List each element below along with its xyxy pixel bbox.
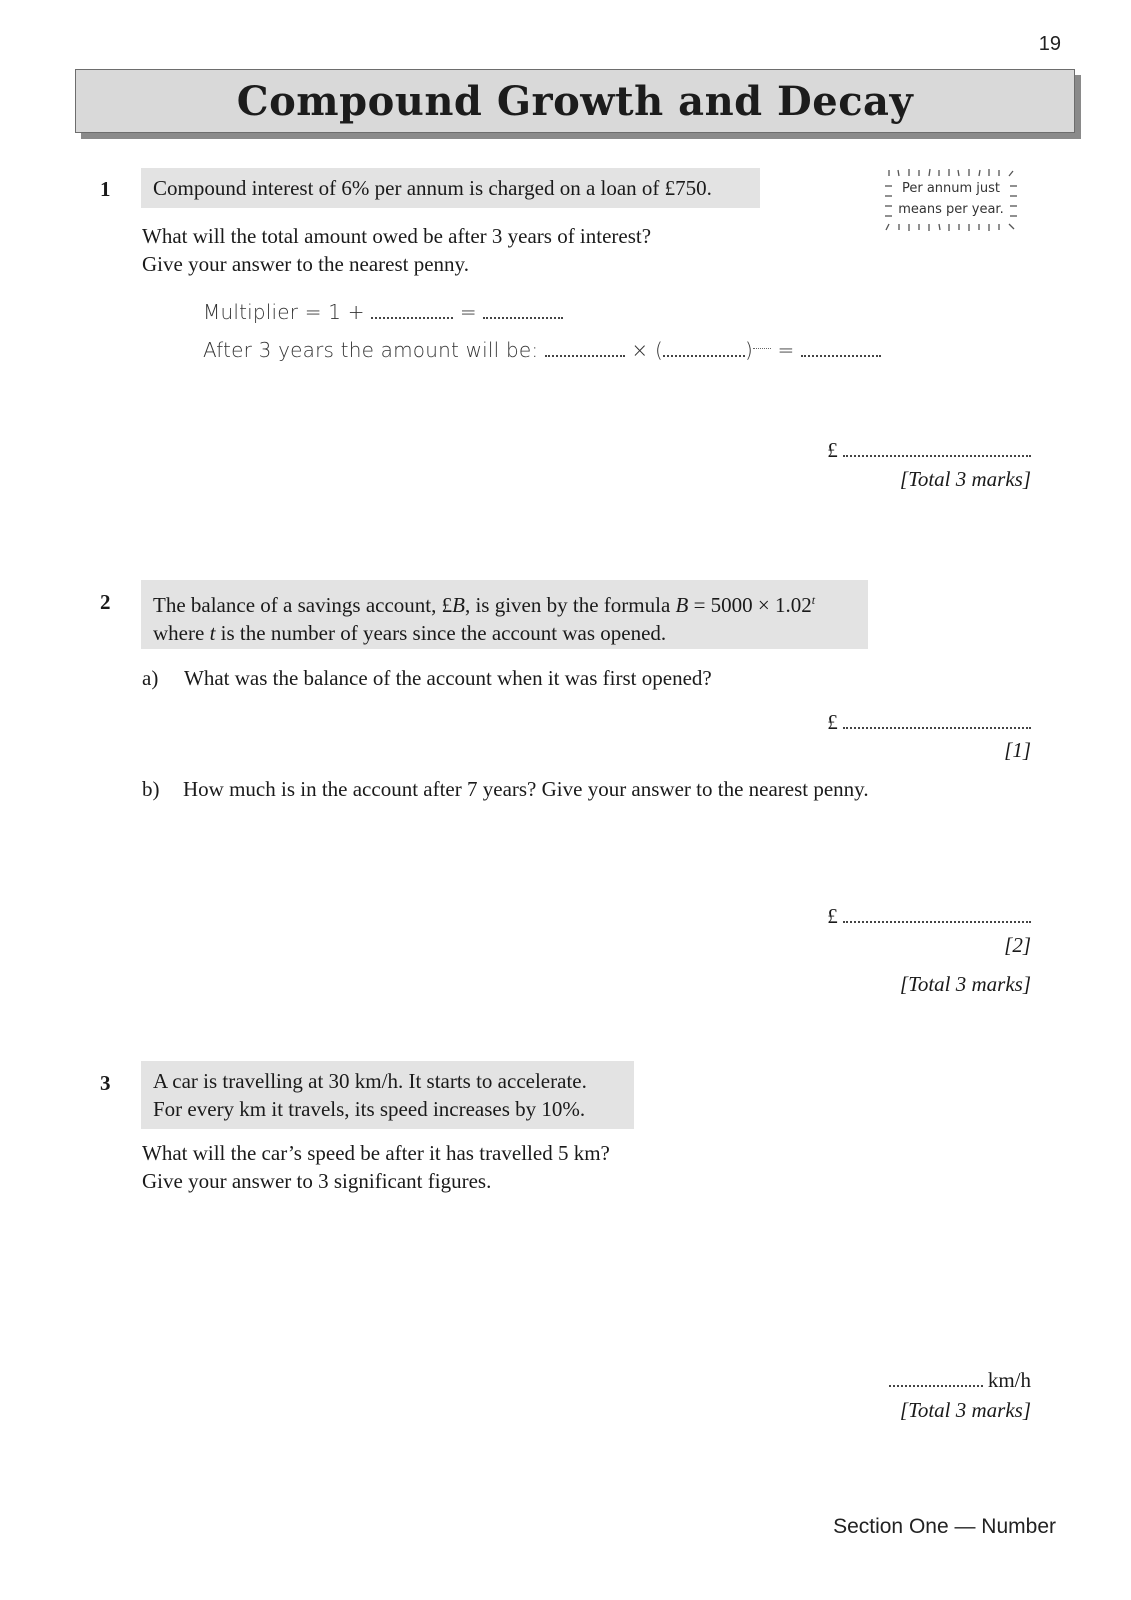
question-2a-text: What was the balance of the account when it was first opened? bbox=[184, 666, 712, 690]
question-2-stem bbox=[141, 580, 868, 649]
speed-unit: km/h bbox=[987, 1368, 1031, 1392]
question-1-line-2: Give your answer to the nearest penny. bbox=[142, 252, 469, 276]
amount-label: After 3 years the amount will be: bbox=[203, 338, 539, 362]
question-3-answer-line bbox=[889, 1368, 1031, 1393]
question-2-number: 2 bbox=[100, 590, 111, 614]
exponent-t: t bbox=[811, 593, 816, 607]
question-1-working-line-2 bbox=[203, 338, 881, 362]
close-paren: ) bbox=[744, 338, 753, 362]
currency-symbol: £ bbox=[827, 710, 838, 734]
question-3-stem bbox=[141, 1061, 634, 1129]
principal-blank[interactable] bbox=[545, 341, 625, 357]
question-2b-text: How much is in the account after 7 years? Give your answer to the nearest penny. bbox=[183, 777, 869, 801]
times-sign: × bbox=[631, 338, 649, 362]
multiplier-blank[interactable] bbox=[371, 303, 453, 319]
variable-b: B bbox=[452, 593, 465, 617]
equals-sign-2: = bbox=[777, 338, 795, 362]
question-1-answer-blank[interactable] bbox=[843, 441, 1031, 457]
question-3-stem-line-2: For every km it travels, its speed increases by 10%. bbox=[153, 1097, 586, 1121]
question-3-number: 3 bbox=[100, 1071, 111, 1095]
formula-text: = 5000 × 1.02 bbox=[688, 593, 812, 617]
stem-text: is the number of years since the account was opened. bbox=[215, 621, 667, 645]
multiplier-label: Multiplier = 1 + bbox=[203, 300, 365, 324]
question-2a-marks: [1] bbox=[1004, 738, 1031, 762]
tip-note-text bbox=[895, 178, 1007, 220]
question-3-line-2: Give your answer to 3 significant figures. bbox=[142, 1169, 492, 1193]
page-title: Compound Growth and Decay bbox=[236, 77, 914, 125]
question-1-total-marks: [Total 3 marks] bbox=[899, 467, 1031, 491]
title-banner bbox=[75, 69, 1075, 133]
question-2a-label: a) bbox=[142, 666, 159, 690]
question-2b-answer-blank[interactable] bbox=[843, 907, 1031, 923]
equals-sign: = bbox=[459, 300, 477, 324]
question-2-stem-line-2 bbox=[153, 619, 856, 647]
question-1-number: 1 bbox=[100, 177, 111, 201]
open-paren: ( bbox=[654, 338, 663, 362]
power-blank[interactable] bbox=[753, 340, 771, 349]
tip-note-line-1: Per annum just bbox=[901, 181, 1001, 196]
question-2-total-marks: [Total 3 marks] bbox=[899, 972, 1031, 996]
question-3-line-1: What will the car’s speed be after it has travelled 5 km? bbox=[142, 1141, 610, 1165]
question-2-stem-line-1 bbox=[153, 586, 856, 619]
multiplier-result-blank[interactable] bbox=[483, 303, 563, 319]
currency-symbol: £ bbox=[827, 438, 838, 462]
tip-note-line-2: means per year. bbox=[898, 202, 1004, 217]
question-3-stem-line-1: A car is travelling at 30 km/h. It starts to accelerate. bbox=[153, 1069, 587, 1093]
question-3-total-marks: [Total 3 marks] bbox=[899, 1398, 1031, 1422]
question-1-stem: Compound interest of 6% per annum is charged on a loan of £750. bbox=[141, 168, 760, 208]
variable-b: B bbox=[675, 593, 689, 617]
section-footer: Section One — Number bbox=[833, 1515, 1056, 1538]
question-1-working-line-1 bbox=[203, 300, 563, 324]
question-1-answer-line bbox=[827, 438, 1031, 463]
question-2a-answer-line bbox=[827, 710, 1031, 735]
question-2a-answer-blank[interactable] bbox=[843, 713, 1031, 729]
question-3-answer-blank[interactable] bbox=[889, 1371, 983, 1387]
question-2b-label: b) bbox=[142, 777, 160, 801]
stem-text: The balance of a savings account, £ bbox=[153, 593, 453, 617]
currency-symbol: £ bbox=[827, 904, 838, 928]
tip-note bbox=[885, 168, 1017, 232]
page-number: 19 bbox=[1038, 33, 1061, 55]
stem-text: , is given by the formula bbox=[464, 593, 676, 617]
question-2b-answer-line bbox=[827, 904, 1031, 929]
question-1-line-1: What will the total amount owed be after 3 years of interest? bbox=[142, 224, 652, 248]
stem-text: where bbox=[153, 621, 210, 645]
base-blank[interactable] bbox=[663, 341, 745, 357]
question-3-instructions bbox=[142, 1139, 610, 1195]
question-2b-marks: [2] bbox=[1004, 933, 1031, 957]
question-1-instructions bbox=[142, 222, 651, 278]
amount-result-blank[interactable] bbox=[801, 341, 881, 357]
variable-t: t bbox=[209, 621, 216, 645]
